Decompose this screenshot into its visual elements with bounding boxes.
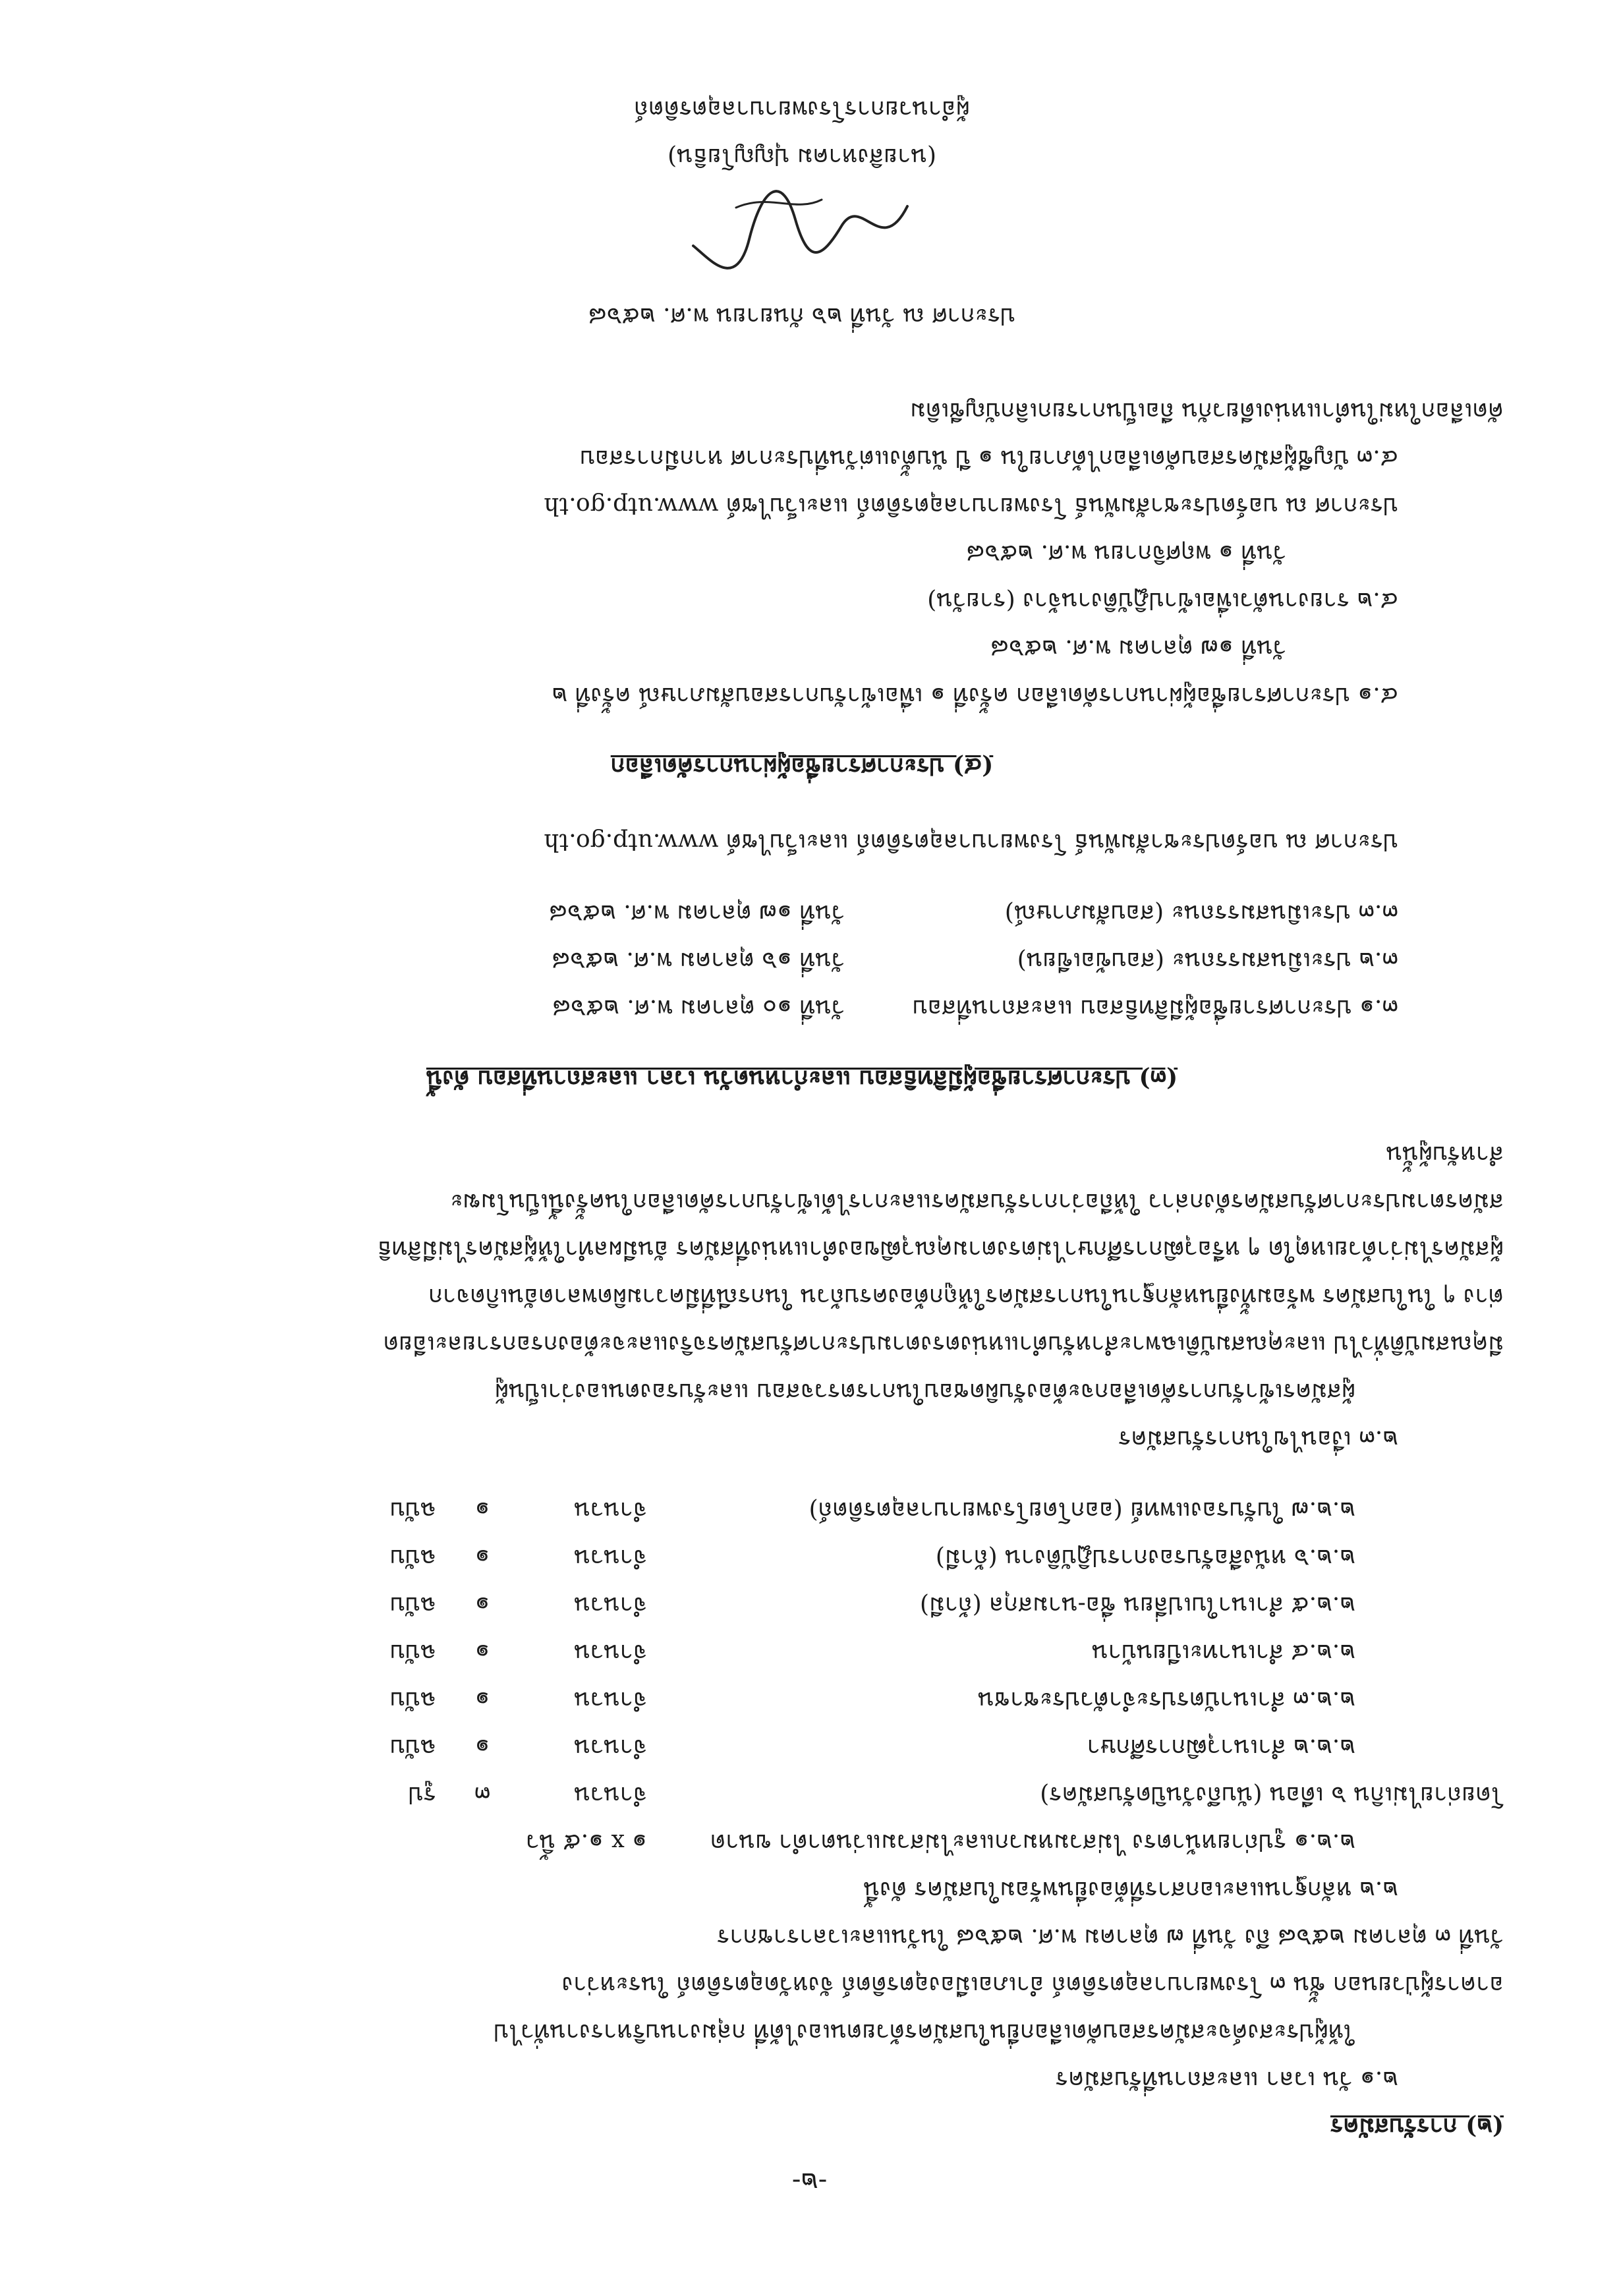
doc-item: ๒.๒.๖ หนังสือรับรองการปฏิบัติงาน (ถ้ามี) bbox=[935, 1544, 1355, 1571]
doc-item: ๒.๒.๓ สำเนาบัตรประจำตัวประชาชน bbox=[978, 1686, 1355, 1713]
doc-qty: ๑ x ๑.๕ นิ้ว bbox=[526, 1829, 647, 1856]
doc-num: ๑ bbox=[474, 1734, 490, 1761]
doc-row bbox=[100, 1818, 1504, 1866]
doc-num: ๑ bbox=[474, 1544, 490, 1571]
signer-name: (นายสิงหาคม ปุญญโยธิน) bbox=[667, 143, 936, 170]
doc-num: ๑ bbox=[474, 1497, 490, 1524]
section-2-1-title: ๒.๑ วัน เวลา และสถานที่รับสมัคร bbox=[1055, 2066, 1398, 2093]
doc-unit: ฉบับ bbox=[389, 1544, 436, 1571]
doc-num: ๑ bbox=[474, 1639, 490, 1666]
doc-item: ๒.๒.๑ รูปถ่ายหน้าตรง ไม่สวมหมวกและไม่สวมแว่นตาดำ ขนาด bbox=[710, 1829, 1355, 1856]
doc-num: ๓ bbox=[474, 1781, 491, 1808]
section-2-1-line-1: ให้ผู้ประสงค์จะสมัครสอบคัดเลือกยื่นใบสมัครด้วยตนเองได้ที่ กลุ่มงานบริหารงานทั่วไป bbox=[494, 2019, 1355, 2046]
schedule-row bbox=[100, 889, 1504, 936]
section-4-heading: (๔) ประกาศรายชื่อผู้ผ่านการคัดเลือก bbox=[610, 753, 994, 780]
doc-row bbox=[100, 1676, 1504, 1723]
doc-unit: ฉบับ bbox=[389, 1686, 436, 1713]
doc-row bbox=[100, 1581, 1504, 1628]
doc-unit: ฉบับ bbox=[389, 1734, 436, 1761]
section-3-heading: (๓) ประกาศรายชื่อผู้มีสิทธิสอบ และกำหนดวัน เวลา และสถานที่สอบ ดังนี้ bbox=[426, 1065, 1178, 1093]
doc-unit: ฉบับ bbox=[389, 1497, 436, 1524]
section-4-1: ๔.๑ ประกาศรายชื่อผู้ผ่านการคัดเลือก ครั้งที่ ๑ เพื่อเข้ารับการสอบสัมภาษณ์ ครั้งที่ ๒ bbox=[552, 682, 1398, 709]
schedule-item: ๓.๒ ประเมินสมรรถนะ (สอบข้อเขียน) bbox=[1017, 947, 1398, 974]
document-body bbox=[100, 85, 1504, 2154]
section-4-2: ๔.๒ รายงานตัวเพื่อเข้าปฏิบัติงานจ้าง (รายวัน) bbox=[927, 587, 1398, 614]
doc-item: ๒.๒.๗ ใบรับรองแพทย์ (ออกโดยโรงพยาบาลอุตรดิตถ์) bbox=[809, 1497, 1355, 1524]
schedule-row bbox=[100, 984, 1504, 1031]
signature-image bbox=[683, 180, 921, 285]
doc-item: ๒.๒.๕ สำเนาใบเปลี่ยน ชื่อ-นามสกุล (ถ้ามี) bbox=[919, 1592, 1355, 1619]
section-2-1-line-2: อาคารผู้ป่วยนอก ชั้น ๓ โรงพยาบาลอุตรดิตถ์ อำเภอเมืองอุตรดิตถ์ จังหวัดอุตรดิตถ์ ในระหว่าง bbox=[561, 1971, 1504, 1998]
section-4-3-line-2: คัดเลือกใหม่ในตำแหน่งเดียวกัน ถือเป็นการยกเลิกบัญชีเดิม bbox=[910, 397, 1504, 424]
section-4-2-date: วันที่ ๑ พฤศจิกายน พ.ศ. ๒๕๖๘ bbox=[966, 540, 1286, 567]
section-2-3-title: ๒.๓ เงื่อนไขในการรับสมัคร bbox=[1118, 1425, 1398, 1452]
doc-qty: จำนวน bbox=[574, 1734, 647, 1761]
schedule-date: วันที่ ๑๗ ตุลาคม พ.ศ. ๒๕๖๘ bbox=[549, 900, 845, 927]
section-3-announce: ประกาศ ณ บอร์ดประชาสัมพันธ์ โรงพยาบาลอุตรดิตถ์ และเว็บไซต์ www.utp.go.th bbox=[544, 828, 1398, 855]
doc-unit: รูป bbox=[408, 1781, 436, 1808]
doc-qty: จำนวน bbox=[574, 1497, 647, 1524]
signer-position: ผู้อำนวยการโรงพยาบาลอุตรดิตถ์ bbox=[634, 96, 970, 123]
section-2-3-line-3: ต่าง ๆ ในใบสมัคร พร้อมทั้งยื่นหลักฐานในการสมัครให้ถูกต้องครบถ้วน ในกรณีที่มีความผิดพลาดอันเกิดจาก bbox=[428, 1283, 1504, 1310]
doc-num: ๑ bbox=[474, 1592, 490, 1619]
doc-row bbox=[100, 1771, 1504, 1818]
schedule-row bbox=[100, 936, 1504, 984]
doc-qty: จำนวน bbox=[574, 1686, 647, 1713]
doc-num: ๑ bbox=[474, 1686, 490, 1713]
doc-item: ๒.๒.๒ สำเนาวุฒิการศึกษา bbox=[1087, 1734, 1355, 1761]
section-2-3-line-1: ผู้สมัครเข้ารับการคัดเลือกจะต้องรับผิดชอบในการตรวจสอบ และรับรองตนเองว่าเป็นผู้ bbox=[494, 1378, 1355, 1405]
section-2-3-line-2: มีคุณสมบัติทั่วไป และคุณสมบัติเฉพาะสำหรับตำแหน่งตรงตามประกาศรับสมัครจริงและจะต้องกรอกรายละเอียด bbox=[383, 1331, 1504, 1358]
schedule-date: วันที่ ๑๐ ตุลาคม พ.ศ. ๒๕๖๘ bbox=[552, 994, 845, 1021]
section-2-3-line-5: สมัครตามประกาศรับสมัครดังกล่าว ให้ถือว่าการรับสมัครและการได้เข้ารับการคัดเลือกในครั้งนี้เป็นโมฆะ bbox=[450, 1188, 1504, 1215]
section-2-1-line-3: วันที่ ๓ ตุลาคม ๒๕๖๘ ถึง วันที่ ๗ ตุลาคม พ.ศ. ๒๕๖๘ ในวันและเวลาราชการ bbox=[717, 1924, 1504, 1951]
doc-row bbox=[100, 1534, 1504, 1581]
section-4-2-announce: ประกาศ ณ บอร์ดประชาสัมพันธ์ โรงพยาบาลอุตรดิตถ์ และเว็บไซต์ www.utp.go.th bbox=[544, 492, 1398, 519]
doc-qty: จำนวน bbox=[574, 1592, 647, 1619]
doc-qty: จำนวน bbox=[574, 1544, 647, 1571]
doc-item: ๒.๒.๔ สำเนาทะเบียนบ้าน bbox=[1092, 1639, 1355, 1666]
doc-qty: จำนวน bbox=[574, 1639, 647, 1666]
doc-row bbox=[100, 1723, 1504, 1771]
section-2-3-line-4: ผู้สมัครไม่ว่าด้วยเหตุใด ๆ หรือวุฒิการศึกษาไม่ตรงตามคุณวุฒิของตำแหน่งที่สมัคร อันมีผลทำให้ผู้สมัครไม่มีสิทธิ bbox=[377, 1236, 1504, 1263]
doc-row bbox=[100, 1628, 1504, 1676]
doc-unit: ฉบับ bbox=[389, 1592, 436, 1619]
section-4-1-date: วันที่ ๑๗ ตุลาคม พ.ศ. ๒๕๖๘ bbox=[990, 635, 1286, 662]
page-number: -๒- bbox=[791, 2167, 828, 2197]
doc-row bbox=[100, 1486, 1504, 1534]
schedule-item: ๓.๓ ประเมินสมรรถนะ (สอบสัมภาษณ์) bbox=[1004, 900, 1398, 927]
section-4-3-line-1: ๔.๓ บัญชีผู้สมัครสอบคัดเลือกได้ภายใน ๑ ปี นับตั้งแต่วันที่ประกาศ หากมีการสอบ bbox=[580, 445, 1398, 472]
section-2-heading: (๒) การรับสมัคร bbox=[1330, 2113, 1504, 2140]
schedule-date: วันที่ ๑๖ ตุลาคม พ.ศ. ๒๕๖๘ bbox=[552, 947, 845, 974]
doc-qty: จำนวน bbox=[574, 1781, 647, 1808]
section-2-3-line-6: สำหรับผู้นั้น bbox=[1386, 1141, 1504, 1168]
doc-unit: ฉบับ bbox=[389, 1639, 436, 1666]
section-2-2-title: ๒.๒ หลักฐานและเอกสารที่ต้องยื่นพร้อมใบสมัคร ดังนี้ bbox=[863, 1876, 1398, 1903]
announce-date: ประกาศ ณ วันที่ ๒๖ กันยายน พ.ศ. ๒๕๖๘ bbox=[588, 302, 1016, 330]
doc-note: โดยถ่ายไม่เกิน ๖ เดือน (นับถึงวันปิดรับสมัคร) bbox=[1040, 1781, 1504, 1808]
schedule-item: ๓.๑ ประกาศรายชื่อผู้มีสิทธิสอบ และสถานที่สอบ bbox=[912, 994, 1398, 1021]
